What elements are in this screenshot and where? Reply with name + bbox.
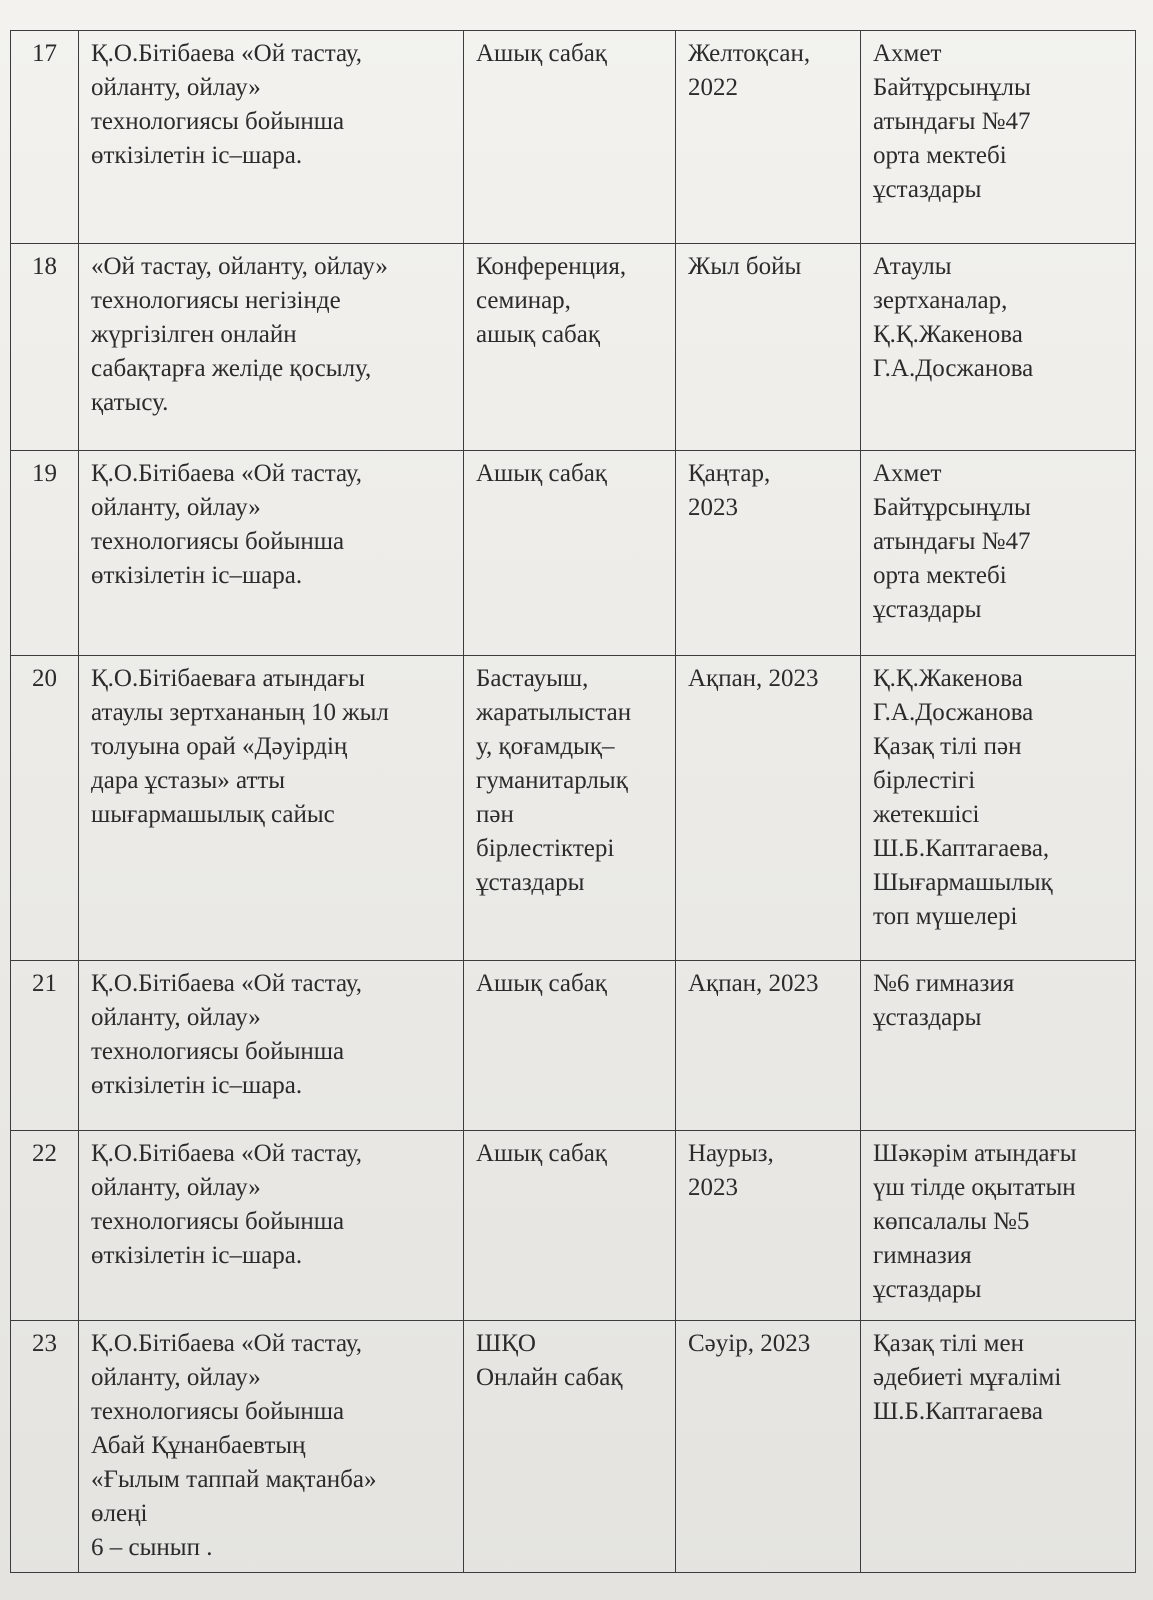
table-row: [11, 961, 1136, 1131]
row-number: 17: [11, 31, 79, 244]
responsible-cell: Ахмет Байтұрсынұлы атындағы №47 орта мектебі ұстаздары: [861, 451, 1136, 656]
form-cell: Ашық сабақ: [464, 31, 676, 244]
event-cell: Қ.О.Бітібаева «Ой тастау, ойланту, ойлау» технологиясы бойынша өткізілетін іс–шара.: [79, 451, 464, 656]
event-cell: «Ой тастау, ойланту, ойлау» технологиясы негізінде жүргізілген онлайн сабақтарға желіде қосылу, қатысу.: [79, 244, 464, 451]
form-cell: ШҚО Онлайн сабақ: [464, 1321, 676, 1573]
table-row: [11, 1321, 1136, 1573]
event-cell: Қ.О.Бітібаева «Ой тастау, ойланту, ойлау» технологиясы бойынша өткізілетін іс–шара.: [79, 31, 464, 244]
row-number: 19: [11, 451, 79, 656]
row-number: 18: [11, 244, 79, 451]
date-cell: Наурыз, 2023: [676, 1131, 861, 1321]
events-table: [10, 30, 1136, 1573]
form-cell: Бастауыш, жаратылыстан у, қоғамдық– гуманитарлық пән бірлестіктері ұстаздары: [464, 656, 676, 961]
table-row: [11, 1131, 1136, 1321]
date-cell: Ақпан, 2023: [676, 961, 861, 1131]
event-cell: Қ.О.Бітібаева «Ой тастау, ойланту, ойлау» технологиясы бойынша өткізілетін іс–шара.: [79, 1131, 464, 1321]
form-cell: Ашық сабақ: [464, 1131, 676, 1321]
responsible-cell: Атаулы зертханалар, Қ.Қ.Жакенова Г.А.Досжанова: [861, 244, 1136, 451]
table-row: [11, 451, 1136, 656]
row-number: 20: [11, 656, 79, 961]
responsible-cell: Шәкәрім атындағы үш тілде оқытатын көпсалалы №5 гимназия ұстаздары: [861, 1131, 1136, 1321]
row-number: 23: [11, 1321, 79, 1573]
date-cell: Қаңтар, 2023: [676, 451, 861, 656]
date-cell: Сәуір, 2023: [676, 1321, 861, 1573]
form-cell: Ашық сабақ: [464, 961, 676, 1131]
event-cell: Қ.О.Бітібаева «Ой тастау, ойланту, ойлау» технологиясы бойынша өткізілетін іс–шара.: [79, 961, 464, 1131]
form-cell: Ашық сабақ: [464, 451, 676, 656]
row-number: 21: [11, 961, 79, 1131]
event-cell: Қ.О.Бітібаева «Ой тастау, ойланту, ойлау» технологиясы бойынша Абай Құнанбаевтың «Ғылым таппай мақтанба» өлеңі 6 – сынып .: [79, 1321, 464, 1573]
row-number: 22: [11, 1131, 79, 1321]
date-cell: Ақпан, 2023: [676, 656, 861, 961]
table-row: [11, 244, 1136, 451]
form-cell: Конференция, семинар, ашық сабақ: [464, 244, 676, 451]
event-cell: Қ.О.Бітібаеваға атындағы атаулы зертхананың 10 жыл толуына орай «Дәуірдің дара ұстазы» атты шығармашылық сайыс: [79, 656, 464, 961]
date-cell: Желтоқсан, 2022: [676, 31, 861, 244]
date-cell: Жыл бойы: [676, 244, 861, 451]
table-row: [11, 656, 1136, 961]
responsible-cell: Қазақ тілі мен әдебиеті мұғалімі Ш.Б.Каптагаева: [861, 1321, 1136, 1573]
responsible-cell: Қ.Қ.Жакенова Г.А.Досжанова Қазақ тілі пән бірлестігі жетекшісі Ш.Б.Каптагаева, Шығармашылық топ мүшелері: [861, 656, 1136, 961]
table-row: [11, 31, 1136, 244]
responsible-cell: Ахмет Байтұрсынұлы атындағы №47 орта мектебі ұстаздары: [861, 31, 1136, 244]
responsible-cell: №6 гимназия ұстаздары: [861, 961, 1136, 1131]
